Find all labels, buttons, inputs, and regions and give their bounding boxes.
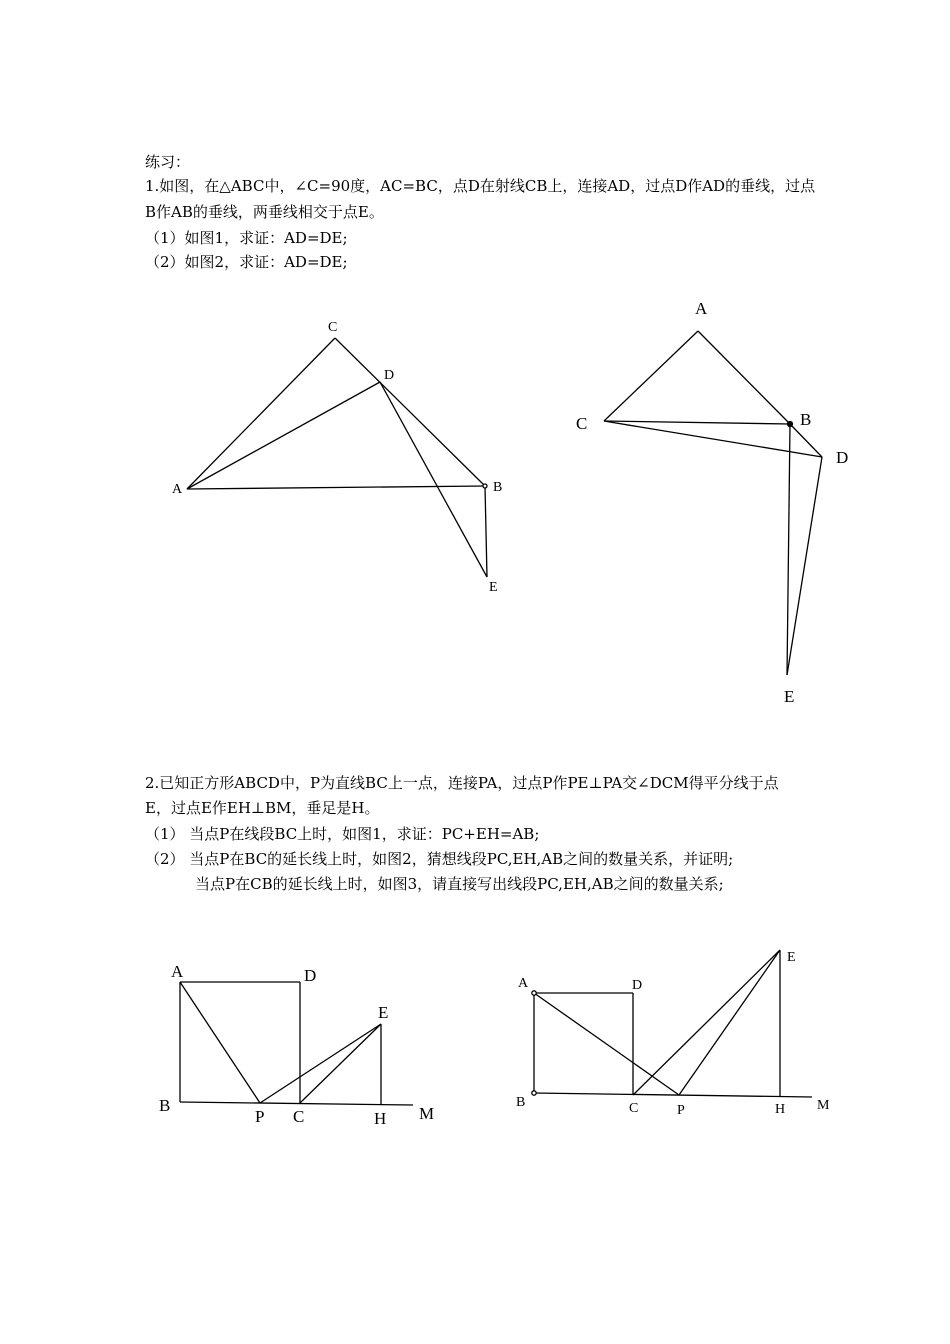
label-D: D: [632, 978, 643, 993]
label-D: D: [836, 448, 849, 467]
segment-DE: [380, 382, 487, 577]
segment-AC: [187, 338, 335, 489]
problem1-line-1: 1.如图，在△ABC中，∠C=90度，AC=BC，点D在射线CB上，连接AD，过点D作AD的垂线，过点: [145, 177, 816, 195]
section-title: 练习：: [145, 153, 191, 171]
label-C: C: [576, 414, 588, 433]
segment-BE: [787, 424, 790, 675]
label-H: H: [775, 1102, 786, 1117]
label-B: B: [800, 410, 812, 429]
problem2-part1: （1） 当点P在线段BC上时，如图1，求证：PC+EH=AB;: [145, 825, 540, 843]
problem1-part1: （1）如图1，求证：AD=DE;: [145, 229, 348, 247]
label-C: C: [328, 320, 338, 335]
segment-PE: [260, 1024, 381, 1103]
label-M: M: [419, 1104, 435, 1123]
segment-AB: [698, 331, 790, 424]
label-E: E: [784, 687, 795, 706]
point-B: [788, 422, 793, 427]
label-E: E: [787, 950, 796, 965]
label-C: C: [293, 1107, 305, 1126]
point-B: [483, 484, 487, 488]
p1-figure2: [604, 331, 822, 675]
line-BM: [180, 1102, 413, 1105]
segment-AP: [534, 993, 679, 1095]
problem2-part2: （2） 当点P在BC的延长线上时，如图2，猜想线段PC,EH,AB之间的数量关系，并证明;: [145, 850, 734, 868]
segment-AD: [187, 382, 380, 489]
label-E: E: [489, 580, 498, 595]
label-H: H: [374, 1109, 387, 1128]
segment-AC: [604, 331, 698, 421]
p2-figure2: [532, 950, 812, 1097]
segment-BE: [485, 486, 487, 577]
point-B: [532, 1091, 536, 1095]
problem1-part2: （2）如图2，求证：AD=DE;: [145, 253, 348, 271]
label-B: B: [159, 1096, 171, 1115]
segment-CE: [633, 950, 780, 1095]
problem2-line-1: 2.已知正方形ABCD中，P为直线BC上一点，连接PA，过点P作PE⊥PA交∠DCM得平分线于点: [145, 774, 779, 792]
label-E: E: [378, 1003, 389, 1022]
segment-AB: [187, 486, 485, 489]
label-A: A: [171, 962, 184, 981]
segment-DE: [787, 457, 822, 675]
label-A: A: [695, 299, 708, 318]
label-A: A: [518, 976, 529, 991]
p2-figure1: [180, 982, 413, 1105]
segment-PE: [679, 950, 780, 1095]
label-D: D: [384, 368, 395, 383]
line-BM: [534, 1093, 812, 1097]
segment-CE: [300, 1024, 381, 1103]
problem1-line-2: B作AB的垂线，两垂线相交于点E。: [145, 203, 384, 221]
label-A: A: [172, 482, 183, 497]
problem2-line-2: E，过点E作EH⊥BM，垂足是H。: [145, 799, 380, 817]
segment-CB: [335, 338, 485, 486]
problem2-part3: 当点P在CB的延长线上时，如图3，请直接写出线段PC,EH,AB之间的数量关系;: [195, 875, 724, 893]
label-C: C: [629, 1101, 639, 1116]
label-P: P: [677, 1103, 685, 1118]
label-M: M: [817, 1098, 830, 1113]
p1-figure1: [187, 338, 487, 577]
label-B: B: [516, 1095, 526, 1110]
segment-CB: [604, 421, 790, 424]
label-B: B: [493, 480, 503, 495]
point-A: [532, 991, 536, 995]
segment-AP: [180, 982, 260, 1103]
label-P: P: [255, 1107, 265, 1126]
label-D: D: [304, 966, 317, 985]
